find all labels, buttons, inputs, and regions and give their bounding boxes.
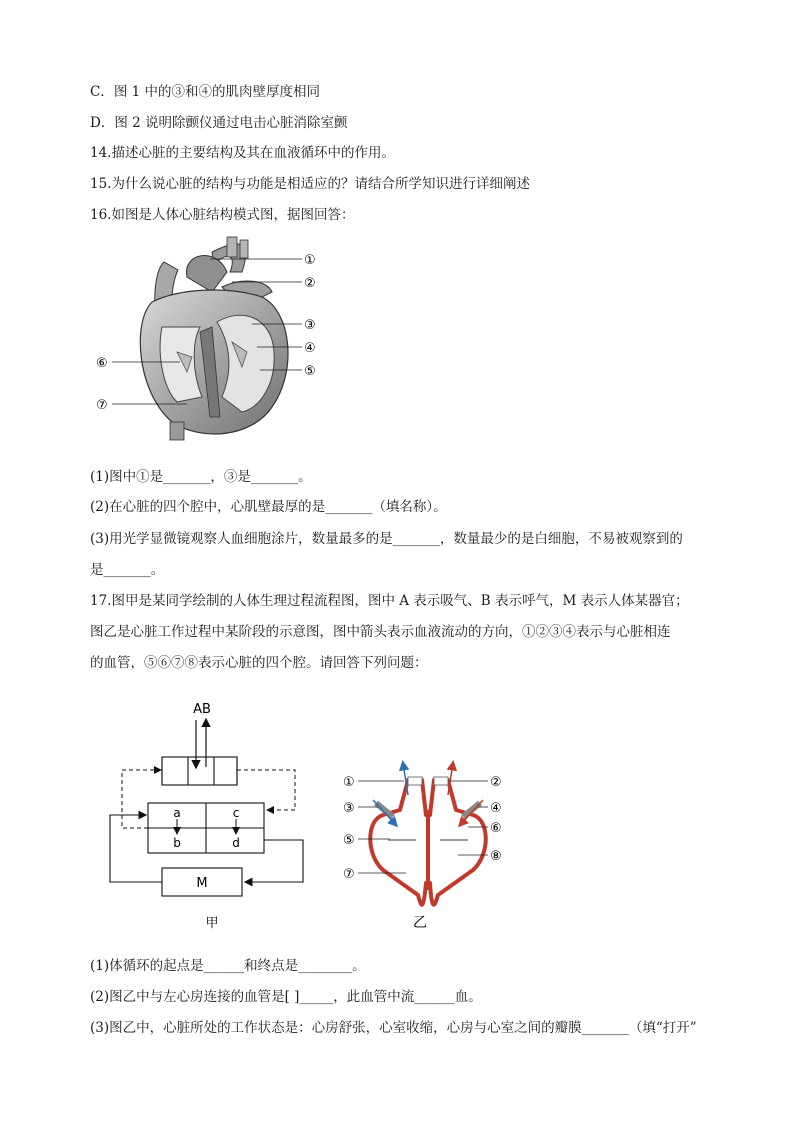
jia-label-ab: AB	[193, 702, 211, 717]
jia-cell-c: c	[232, 806, 240, 820]
heart-structure-figure	[92, 232, 332, 447]
heart-label-2: ②	[304, 276, 316, 291]
yi-label-6: ⑥	[490, 821, 502, 836]
heart-label-4: ④	[304, 341, 316, 356]
yi-label-8: ⑧	[490, 849, 502, 864]
yi-label-1: ①	[343, 775, 355, 790]
jia-organ-m: M	[196, 876, 208, 891]
question-17-line-3: 的血管，⑤⑥⑦⑧表示心脏的四个腔。请回答下列问题：	[90, 655, 428, 671]
heart-label-6: ⑥	[96, 356, 108, 371]
question-16-part-3-cont: 是_______。	[90, 562, 165, 578]
jia-cell-d: d	[232, 836, 240, 850]
question-16: 16.如图是人体心脏结构模式图，据图回答：	[90, 207, 355, 223]
question-17-line-2: 图乙是心脏工作过程中某阶段的示意图，图中箭头表示血液流动的方向，①②③④表示与心脏相连	[90, 624, 671, 640]
yi-label-7: ⑦	[343, 867, 355, 882]
jia-cell-a: a	[173, 806, 181, 820]
question-17: 17.图甲是某同学绘制的人体生理过程流程图，图中 A 表示吸气、B 表示呼气，M 表示人体某器官；	[90, 593, 689, 609]
question-17-part-1: (1)体循环的起点是______和终点是________。	[90, 958, 366, 974]
yi-label-2: ②	[490, 775, 502, 790]
jia-cell-b: b	[173, 836, 181, 850]
heart-label-5: ⑤	[304, 364, 316, 379]
flow-diagram-jia	[100, 695, 320, 935]
option-c: C．图 1 中的③和④的肌肉壁厚度相同	[90, 84, 321, 100]
question-16-part-2: (2)在心脏的四个腔中，心肌壁最厚的是_______（填名称）。	[90, 499, 447, 515]
yi-label-5: ⑤	[343, 833, 355, 848]
question-17-part-2: (2)图乙中与左心房连接的血管是[ ]_____，此血管中流______血。	[90, 989, 482, 1005]
yi-caption: 乙	[413, 915, 427, 931]
question-16-part-3: (3)用光学显微镜观察人血细胞涂片，数量最多的是_______，数量最少的是白细胞，不易被观察到的	[90, 531, 683, 547]
heart-label-7: ⑦	[96, 398, 108, 413]
option-d: D．图 2 说明除颤仪通过电击心脏消除室颤	[90, 115, 348, 131]
question-15: 15.为什么说心脏的结构与功能是相适应的？请结合所学知识进行详细阐述	[90, 176, 530, 192]
yi-label-4: ④	[490, 801, 502, 816]
yi-label-3: ③	[343, 801, 355, 816]
question-17-part-3: (3)图乙中，心脏所处的工作状态是：心房舒张，心室收缩，心房与心室之间的瓣膜_______（填“打开”	[90, 1020, 697, 1036]
question-14: 14.描述心脏的主要结构及其在血液循环中的作用。	[90, 145, 395, 161]
question-16-part-1: (1)图中①是_______，③是_______。	[90, 469, 312, 485]
heart-label-1: ①	[304, 253, 316, 268]
jia-caption: 甲	[205, 916, 219, 931]
heart-label-3: ③	[304, 318, 316, 333]
heart-diagram-yi	[338, 755, 518, 935]
